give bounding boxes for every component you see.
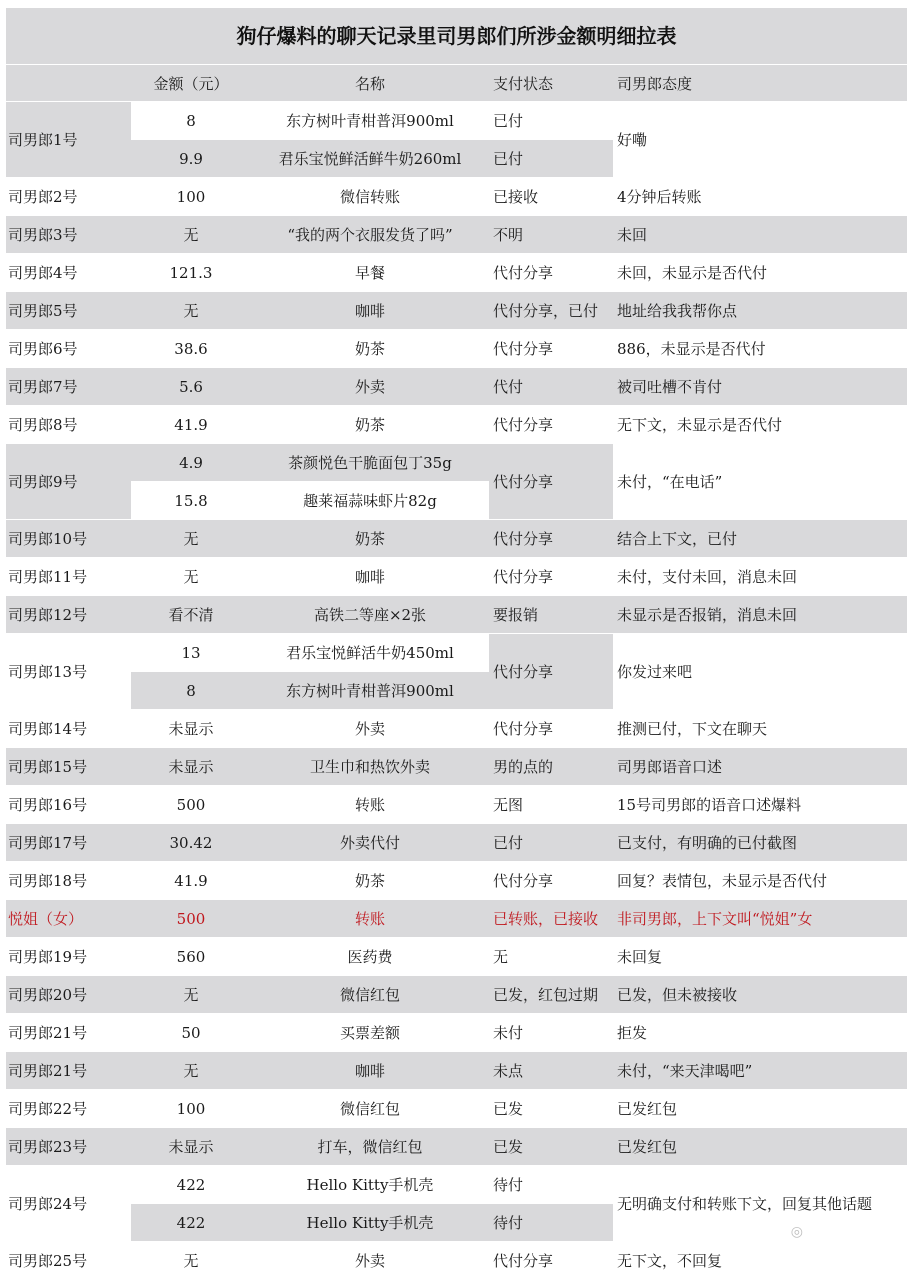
payment-status-cell: 已发 [489,1128,613,1166]
amount-cell: 4.9 [131,444,249,482]
table-row [6,596,907,634]
row-label: 司男郎14号 [6,710,131,748]
attitude-cell: 已发红包 [613,1090,907,1128]
payment-status-cell: 待付 [489,1166,613,1204]
amount-cell: 41.9 [131,406,249,444]
attitude-cell: 司男郎语音口述 [613,748,907,786]
header-empty [6,65,131,102]
item-name-cell: 茶颜悦色干脆面包丁35g [249,444,489,482]
payment-status-cell: 未付 [489,1014,613,1052]
row-label: 司男郎3号 [6,216,131,254]
header-row [6,65,907,102]
amount-cell: 无 [131,216,249,254]
item-name-cell: 微信红包 [249,976,489,1014]
amount-cell: 500 [131,900,249,938]
item-name-cell: 卫生巾和热饮外卖 [249,748,489,786]
amount-cell: 未显示 [131,710,249,748]
item-name-cell: 外卖代付 [249,824,489,862]
attitude-cell: 你发过来吧 [613,634,907,710]
amount-cell: 422 [131,1166,249,1204]
payment-status-cell: 已转账，已接收 [489,900,613,938]
row-label: 司男郎17号 [6,824,131,862]
attitude-cell: 4分钟后转账 [613,178,907,216]
data-table [6,64,907,1280]
payment-status-cell: 已发 [489,1090,613,1128]
row-label: 司男郎21号 [6,1052,131,1090]
payment-status-cell: 已付 [489,102,613,140]
item-name-cell: 买票差额 [249,1014,489,1052]
item-name-cell: 高铁二等座×2张 [249,596,489,634]
item-name-cell: 咖啡 [249,1052,489,1090]
row-label: 司男郎9号 [6,444,131,520]
amount-cell: 30.42 [131,824,249,862]
item-name-cell: Hello Kitty手机壳 [249,1166,489,1204]
table-row [6,634,907,672]
item-name-cell: 医药费 [249,938,489,976]
header-payment-status: 支付状态 [489,65,613,102]
table-row [6,824,907,862]
attitude-cell: 回复？表情包，未显示是否代付 [613,862,907,900]
watermark: ◎ [790,1224,803,1240]
payment-status-cell: 已付 [489,140,613,178]
payment-status-cell: 代付分享 [489,330,613,368]
attitude-cell: 无明确支付和转账下文，回复其他话题 [613,1166,907,1242]
attitude-cell: 无下文，不回复 [613,1242,907,1280]
row-label: 司男郎15号 [6,748,131,786]
payment-status-cell: 无图 [489,786,613,824]
payment-status-cell: 男的点的 [489,748,613,786]
row-label: 司男郎2号 [6,178,131,216]
payment-status-cell: 代付分享 [489,862,613,900]
item-name-cell: 东方树叶青柑普洱900ml [249,672,489,710]
amount-cell: 41.9 [131,862,249,900]
amount-cell: 8 [131,102,249,140]
attitude-cell: 15号司男郎的语音口述爆料 [613,786,907,824]
payment-status-cell: 代付分享，已付 [489,292,613,330]
amount-cell: 422 [131,1204,249,1242]
item-name-cell: 外卖 [249,368,489,406]
amount-cell: 15.8 [131,482,249,520]
amount-cell: 无 [131,1242,249,1280]
item-name-cell: 外卖 [249,710,489,748]
amount-cell: 8 [131,672,249,710]
amount-cell: 无 [131,520,249,558]
table-row [6,1014,907,1052]
amount-cell: 100 [131,1090,249,1128]
payment-status-cell: 代付分享 [489,1242,613,1280]
amount-cell: 50 [131,1014,249,1052]
row-label: 司男郎1号 [6,102,131,178]
table-row [6,1090,907,1128]
item-name-cell: 微信红包 [249,1090,489,1128]
amount-cell: 看不清 [131,596,249,634]
attitude-cell: 结合上下文，已付 [613,520,907,558]
row-label: 司男郎6号 [6,330,131,368]
table-row [6,368,907,406]
payment-status-cell: 代付分享 [489,444,613,520]
item-name-cell: 奶茶 [249,330,489,368]
payment-status-cell: 待付 [489,1204,613,1242]
item-name-cell: 早餐 [249,254,489,292]
row-label: 司男郎19号 [6,938,131,976]
amount-cell: 13 [131,634,249,672]
attitude-cell: 未付，“来天津喝吧” [613,1052,907,1090]
amount-cell: 121.3 [131,254,249,292]
row-label: 司男郎11号 [6,558,131,596]
item-name-cell: 趣莱福蒜味虾片82g [249,482,489,520]
item-name-cell: 君乐宝悦鲜活鲜牛奶260ml [249,140,489,178]
item-name-cell: 奶茶 [249,520,489,558]
payment-status-cell: 代付分享 [489,406,613,444]
attitude-cell: 非司男郎，上下文叫“悦姐”女 [613,900,907,938]
row-label: 悦姐（女） [6,900,131,938]
table-title: 狗仔爆料的聊天记录里司男郎们所涉金额明细拉表 [6,8,907,64]
attitude-cell: 好嘞 [613,102,907,178]
attitude-cell: 未回复 [613,938,907,976]
row-label: 司男郎20号 [6,976,131,1014]
attitude-cell: 未回，未显示是否代付 [613,254,907,292]
attitude-cell: 已支付，有明确的已付截图 [613,824,907,862]
item-name-cell: 微信转账 [249,178,489,216]
table-row [6,748,907,786]
table-row [6,1242,907,1280]
row-label: 司男郎21号 [6,1014,131,1052]
table-row [6,862,907,900]
row-label: 司男郎12号 [6,596,131,634]
table-row [6,178,907,216]
payment-status-cell: 代付分享 [489,558,613,596]
table-row [6,900,907,938]
amount-cell: 未显示 [131,1128,249,1166]
item-name-cell: 咖啡 [249,292,489,330]
table-row [6,406,907,444]
row-label: 司男郎25号 [6,1242,131,1280]
item-name-cell: 转账 [249,786,489,824]
attitude-cell: 地址给我我帮你点 [613,292,907,330]
amount-cell: 38.6 [131,330,249,368]
payment-status-cell: 代付 [489,368,613,406]
payment-status-cell: 已接收 [489,178,613,216]
row-label: 司男郎8号 [6,406,131,444]
amount-cell: 无 [131,976,249,1014]
item-name-cell: 东方树叶青柑普洱900ml [249,102,489,140]
row-label: 司男郎10号 [6,520,131,558]
table-row [6,444,907,482]
table-row [6,1128,907,1166]
attitude-cell: 已发红包 [613,1128,907,1166]
table-row [6,520,907,558]
header-attitude: 司男郎态度 [613,65,907,102]
item-name-cell: 奶茶 [249,406,489,444]
row-label: 司男郎7号 [6,368,131,406]
item-name-cell: Hello Kitty手机壳 [249,1204,489,1242]
table-row [6,976,907,1014]
table-row [6,558,907,596]
row-label: 司男郎24号 [6,1166,131,1242]
attitude-cell: 已发，但未被接收 [613,976,907,1014]
item-name-cell: 奶茶 [249,862,489,900]
item-name-cell: 转账 [249,900,489,938]
payment-status-cell: 无 [489,938,613,976]
row-label: 司男郎23号 [6,1128,131,1166]
payment-status-cell: 代付分享 [489,520,613,558]
amount-cell: 无 [131,292,249,330]
payment-status-cell: 未点 [489,1052,613,1090]
attitude-cell: 推测已付，下文在聊天 [613,710,907,748]
header-amount: 金额（元） [131,65,249,102]
item-name-cell: 咖啡 [249,558,489,596]
payment-status-cell: 代付分享 [489,254,613,292]
row-label: 司男郎13号 [6,634,131,710]
payment-status-cell: 要报销 [489,596,613,634]
payment-status-cell: 代付分享 [489,710,613,748]
payment-status-cell: 不明 [489,216,613,254]
table-row [6,292,907,330]
row-label: 司男郎16号 [6,786,131,824]
payment-status-cell: 代付分享 [489,634,613,710]
row-label: 司男郎18号 [6,862,131,900]
table-row [6,1052,907,1090]
amount-cell: 9.9 [131,140,249,178]
spreadsheet-frame [6,8,907,1270]
table-row [6,710,907,748]
attitude-cell: 886，未显示是否代付 [613,330,907,368]
item-name-cell: 外卖 [249,1242,489,1280]
payment-status-cell: 已付 [489,824,613,862]
attitude-cell: 拒发 [613,1014,907,1052]
amount-cell: 未显示 [131,748,249,786]
table-row [6,330,907,368]
table-row [6,102,907,140]
amount-cell: 5.6 [131,368,249,406]
amount-cell: 500 [131,786,249,824]
attitude-cell: 未显示是否报销，消息未回 [613,596,907,634]
amount-cell: 560 [131,938,249,976]
amount-cell: 无 [131,558,249,596]
attitude-cell: 未付，“在电话” [613,444,907,520]
attitude-cell: 未回 [613,216,907,254]
header-name: 名称 [249,65,489,102]
table-row [6,216,907,254]
attitude-cell: 无下文，未显示是否代付 [613,406,907,444]
amount-cell: 100 [131,178,249,216]
table-row [6,254,907,292]
row-label: 司男郎22号 [6,1090,131,1128]
row-label: 司男郎4号 [6,254,131,292]
attitude-cell: 被司吐槽不肯付 [613,368,907,406]
payment-status-cell: 已发，红包过期 [489,976,613,1014]
amount-cell: 无 [131,1052,249,1090]
row-label: 司男郎5号 [6,292,131,330]
table-row [6,938,907,976]
item-name-cell: “我的两个衣服发货了吗” [249,216,489,254]
attitude-cell: 未付，支付未回，消息未回 [613,558,907,596]
table-row [6,786,907,824]
item-name-cell: 打车，微信红包 [249,1128,489,1166]
table-row [6,1166,907,1204]
item-name-cell: 君乐宝悦鲜活牛奶450ml [249,634,489,672]
